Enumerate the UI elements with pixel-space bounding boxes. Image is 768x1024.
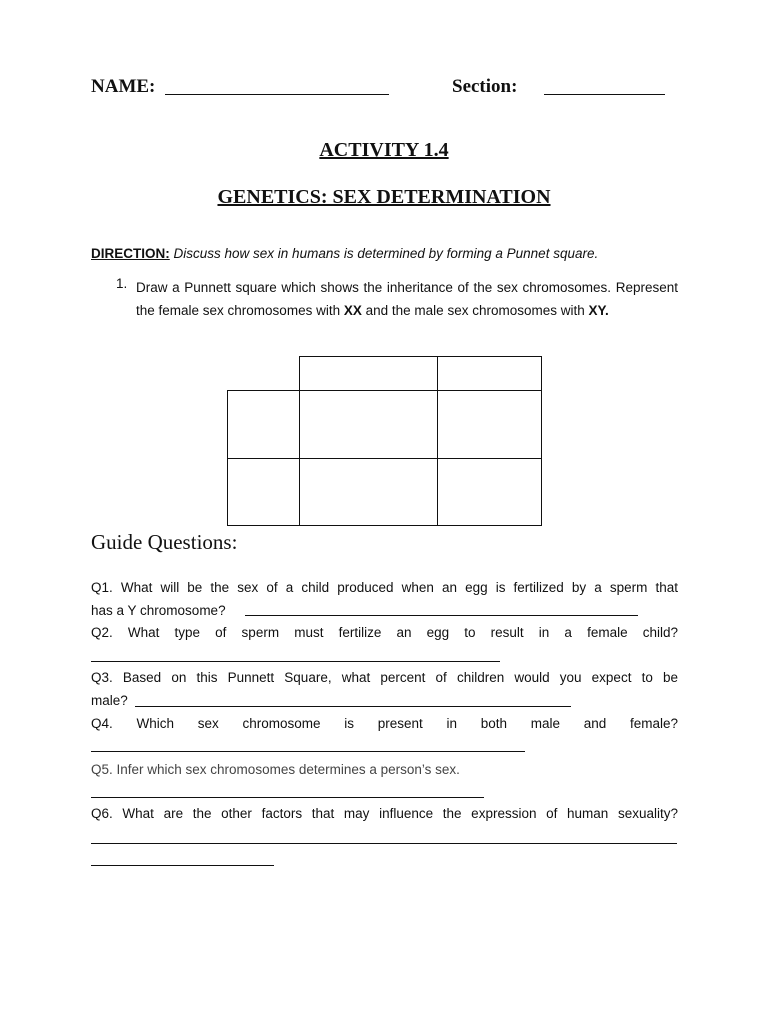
- q1-line-2: has a Y chromosome?: [91, 602, 226, 618]
- q5-text: Q5. Infer which sex chromosomes determines a person’s sex.: [91, 762, 460, 777]
- q3-line-2: male?: [91, 692, 128, 708]
- q6-text: Q6. What are the other factors that may influence the expression of human sexuality?: [91, 806, 678, 821]
- female-chromosomes: XX: [343, 303, 362, 318]
- subject-title: GENETICS: SEX DETERMINATION: [217, 186, 551, 208]
- q4-text: Q4. Which sex chromosome is present in both male and female?: [91, 716, 678, 731]
- q5-answer-line[interactable]: [91, 797, 484, 798]
- item-instructions: [136, 276, 678, 322]
- section-field[interactable]: [544, 94, 665, 95]
- section-label: Section:: [452, 76, 518, 97]
- q4-answer-line[interactable]: [91, 751, 525, 752]
- item-number: 1.: [116, 276, 128, 291]
- question-4: [91, 713, 678, 736]
- question-5: [91, 759, 678, 782]
- guide-questions-heading: Guide Questions:: [91, 530, 238, 554]
- item-line-2c: and the male sex: [365, 303, 469, 318]
- punnett-header-cell-2[interactable]: [437, 356, 542, 391]
- direction: [91, 246, 598, 261]
- punnett-cell-2-1[interactable]: [299, 458, 438, 526]
- punnett-cell-1-1[interactable]: [299, 390, 438, 459]
- punnett-header-cell-1[interactable]: [299, 356, 438, 391]
- q2-answer-line[interactable]: [91, 661, 500, 662]
- direction-text: Discuss how sex in humans is determined by forming a Punnet square.: [173, 246, 599, 261]
- q1-line-1: Q1. What will be the sex of a child produced when an egg is fertilized by a sperm that: [91, 580, 678, 595]
- q3-line-1: Q3. Based on this Punnett Square, what percent of children would you expect to be: [91, 670, 678, 685]
- activity-title: ACTIVITY 1.4: [319, 139, 449, 161]
- q6-answer-line-1[interactable]: [91, 843, 677, 844]
- item-line-1: Draw a Punnett square which shows the inheritance of the sex chromosomes.: [136, 280, 612, 295]
- male-chromosomes: XY.: [588, 303, 609, 318]
- q6-answer-line-2[interactable]: [91, 865, 274, 866]
- name-field[interactable]: [165, 94, 389, 95]
- question-2: [91, 622, 678, 645]
- punnett-cell-2-2[interactable]: [437, 458, 542, 526]
- q1-answer-line[interactable]: [245, 615, 638, 616]
- q3-answer-line[interactable]: [135, 706, 571, 707]
- question-6: [91, 803, 678, 826]
- punnett-row-header-1[interactable]: [227, 390, 300, 459]
- q2-text: Q2. What type of sperm must fertilize an egg to result in a female child?: [91, 625, 678, 640]
- item-line-2a: Represent the female sex chromosomes with: [136, 280, 678, 318]
- item-line-3a: chromosomes with: [472, 303, 585, 318]
- direction-label: DIRECTION:: [91, 246, 170, 261]
- punnett-cell-1-2[interactable]: [437, 390, 542, 459]
- punnett-row-header-2[interactable]: [227, 458, 300, 526]
- name-label: NAME:: [91, 76, 156, 97]
